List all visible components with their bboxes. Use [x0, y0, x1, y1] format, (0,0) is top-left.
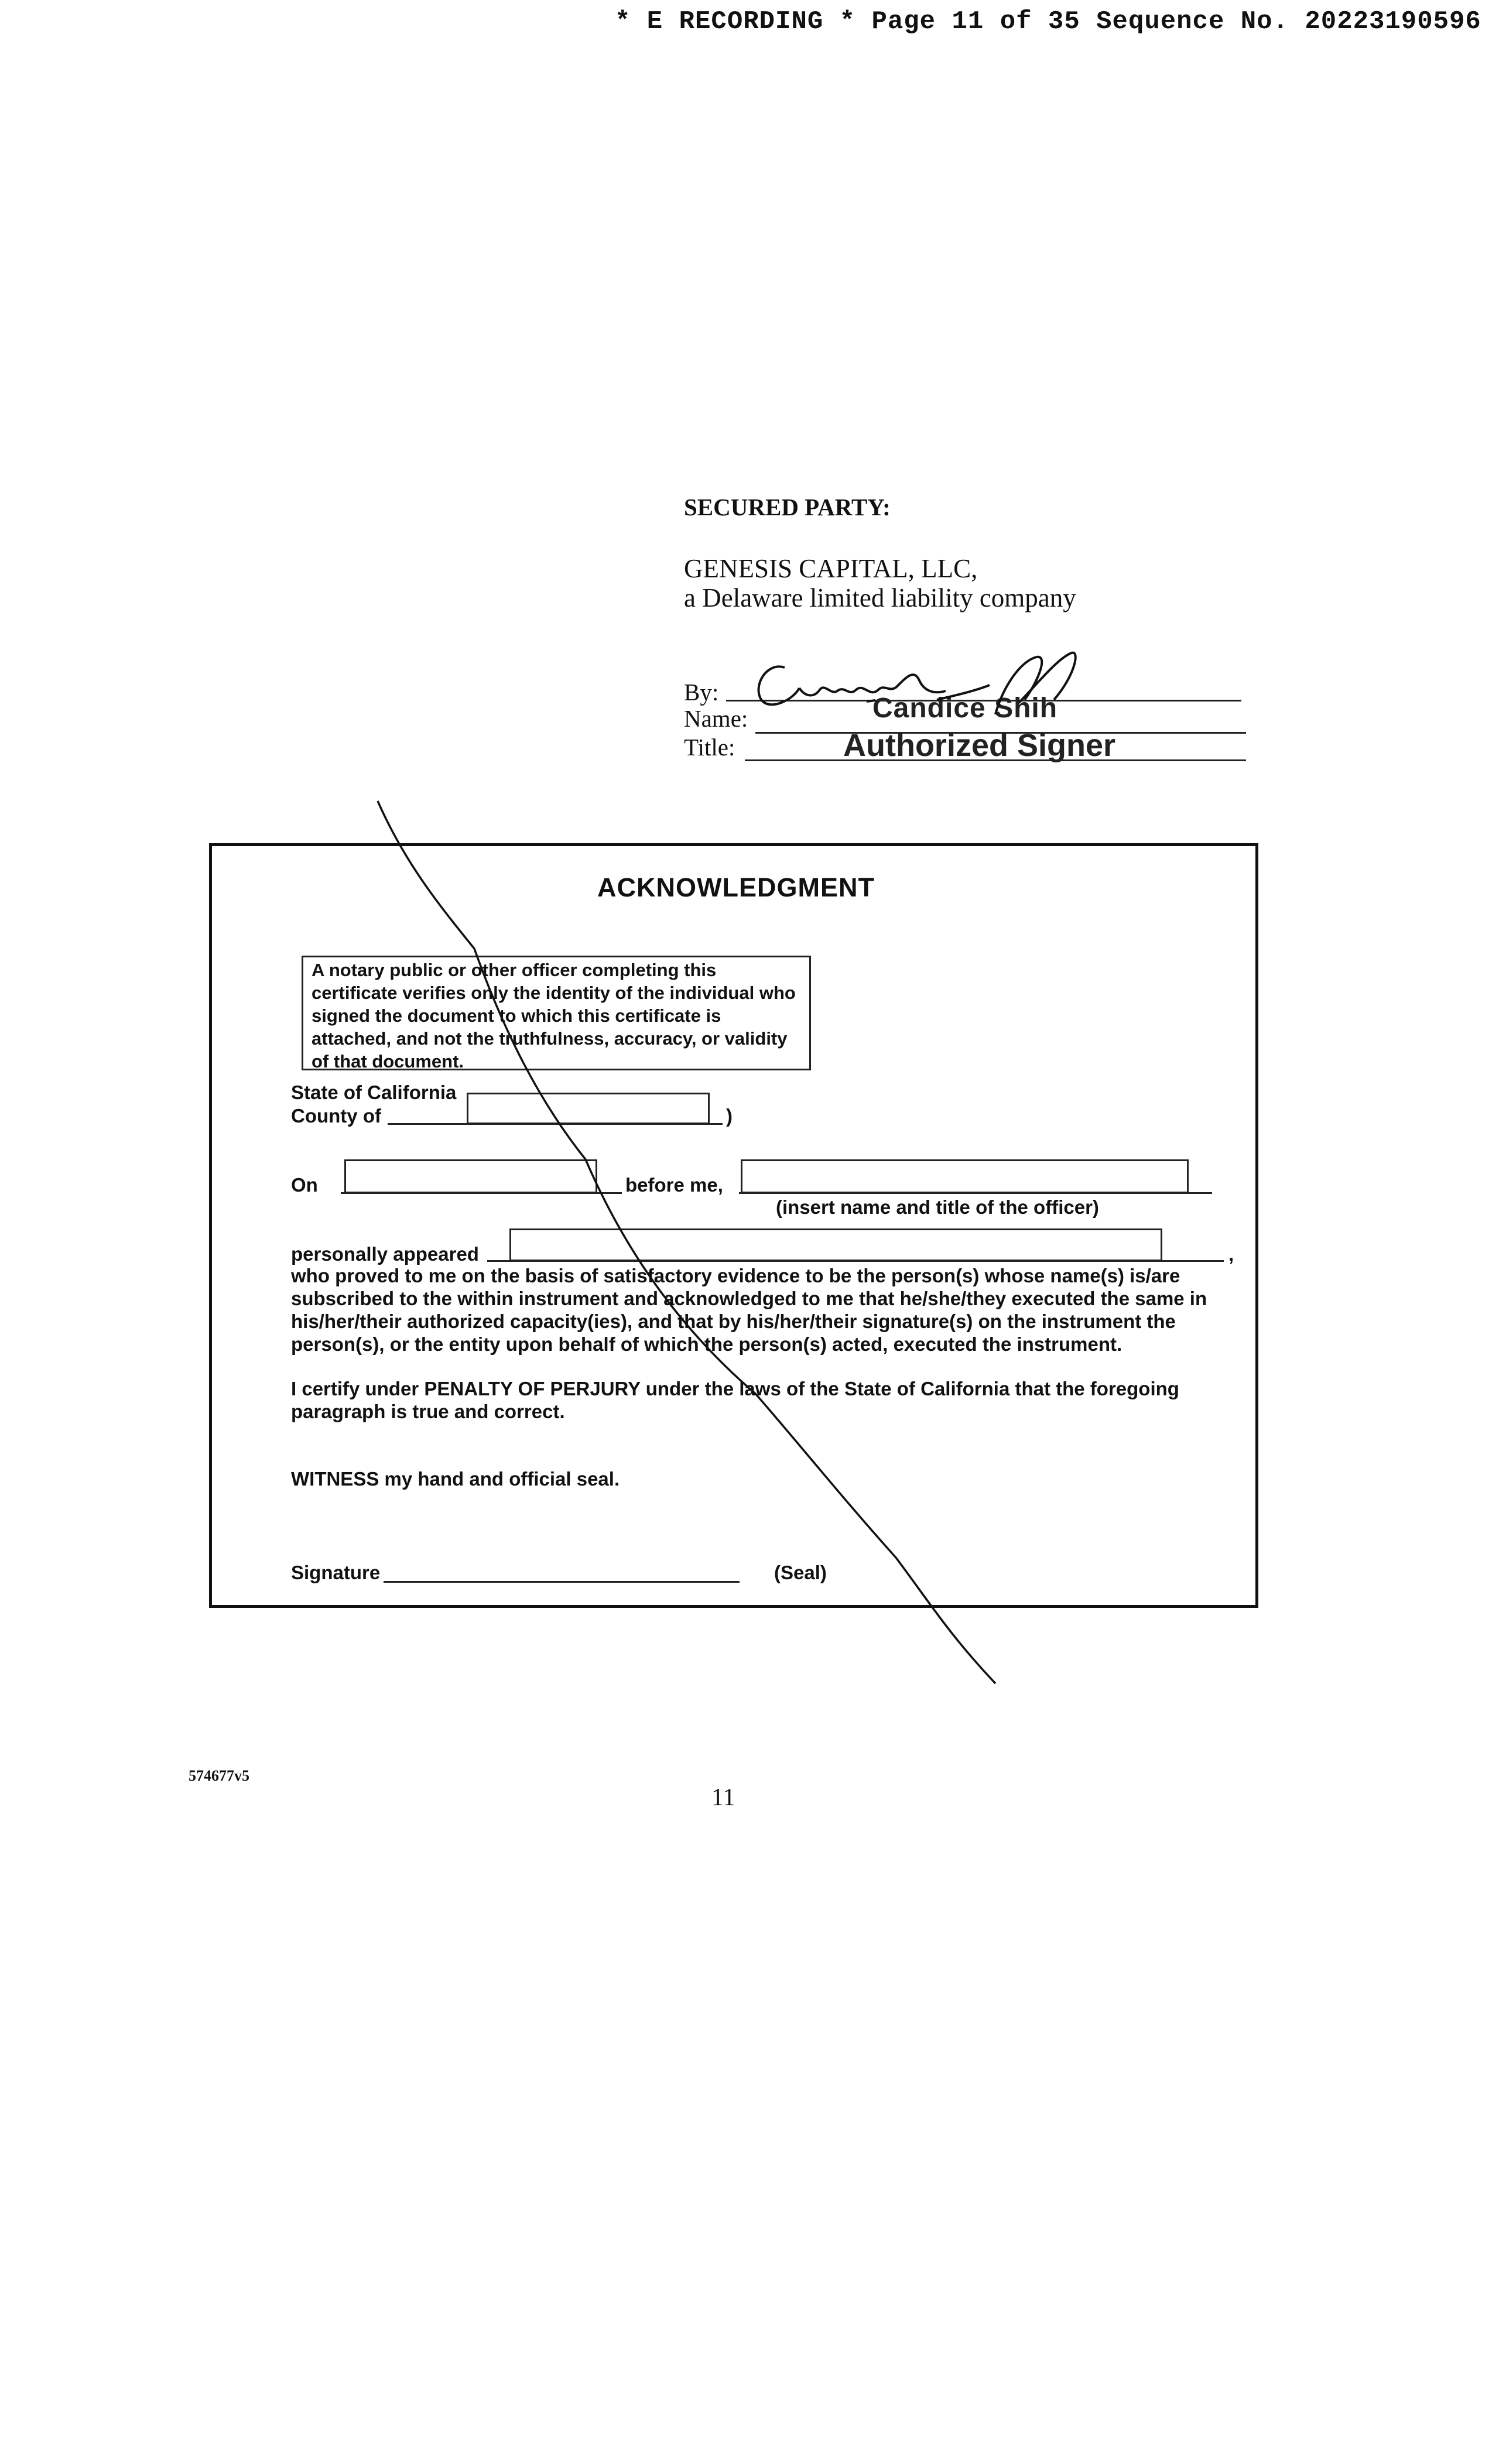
county-underline	[388, 1123, 723, 1125]
by-label: By:	[684, 679, 719, 706]
notary-notice: A notary public or other officer completing this certificate verifies only the identity of the individual who signed the document to which this certificate is attached, and not the truthfulness, accuracy, or validity of that document.	[302, 956, 811, 1070]
handwritten-signature	[744, 644, 1095, 732]
notary-signature-line	[384, 1581, 740, 1583]
notary-signature-label: Signature	[291, 1562, 381, 1583]
perjury-paragraph: I certify under PENALTY OF PERJURY under the laws of the State of California that the foregoing paragraph is true and correct.	[291, 1378, 1179, 1422]
secured-party-description: a Delaware limited liability company	[684, 583, 1076, 612]
signer-title: Authorized Signer	[843, 728, 1116, 763]
personally-appeared-label: personally appeared	[291, 1243, 479, 1265]
acknowledgment-title: ACKNOWLEDGMENT	[597, 872, 875, 902]
witness-statement: WITNESS my hand and official seal.	[291, 1468, 620, 1490]
officer-caption: (insert name and title of the officer)	[776, 1196, 1099, 1218]
seal-label: (Seal)	[774, 1562, 827, 1583]
officer-underline	[739, 1192, 1212, 1194]
appeared-underline	[487, 1260, 1224, 1262]
title-label: Title:	[684, 734, 735, 761]
recording-header: * E RECORDING * Page 11 of 35 Sequence No. 20223190596	[615, 7, 1481, 36]
on-label: On	[291, 1174, 318, 1196]
appeared-input-box[interactable]	[509, 1228, 1162, 1261]
secured-party-company: GENESIS CAPITAL, LLC,	[684, 554, 978, 583]
before-me-label: before me,	[625, 1174, 723, 1196]
name-label: Name:	[684, 705, 748, 732]
county-paren: )	[726, 1105, 733, 1127]
officer-input-box[interactable]	[741, 1159, 1189, 1193]
date-underline	[341, 1192, 622, 1194]
state-label: State of California	[291, 1082, 457, 1103]
proof-paragraph: who proved to me on the basis of satisfactory evidence to be the person(s) whose name(s) is/are subscribed to the within instrument and acknowledged to me that he/she/they executed the same in his/her/their authorized capacity(ies), and that by his/her/their signature(s) on the instrument the person(s), or the entity upon behalf of which the person(s) acted, executed the instrument.	[291, 1265, 1207, 1355]
secured-party-heading: SECURED PARTY:	[684, 494, 891, 521]
date-input-box[interactable]	[344, 1159, 597, 1193]
county-input-box[interactable]	[467, 1093, 710, 1124]
page-number: 11	[711, 1784, 735, 1811]
appeared-comma: ,	[1228, 1243, 1234, 1265]
document-id: 574677v5	[189, 1767, 249, 1784]
signer-name: Candice Shih	[872, 693, 1058, 724]
county-label: County of	[291, 1105, 381, 1127]
